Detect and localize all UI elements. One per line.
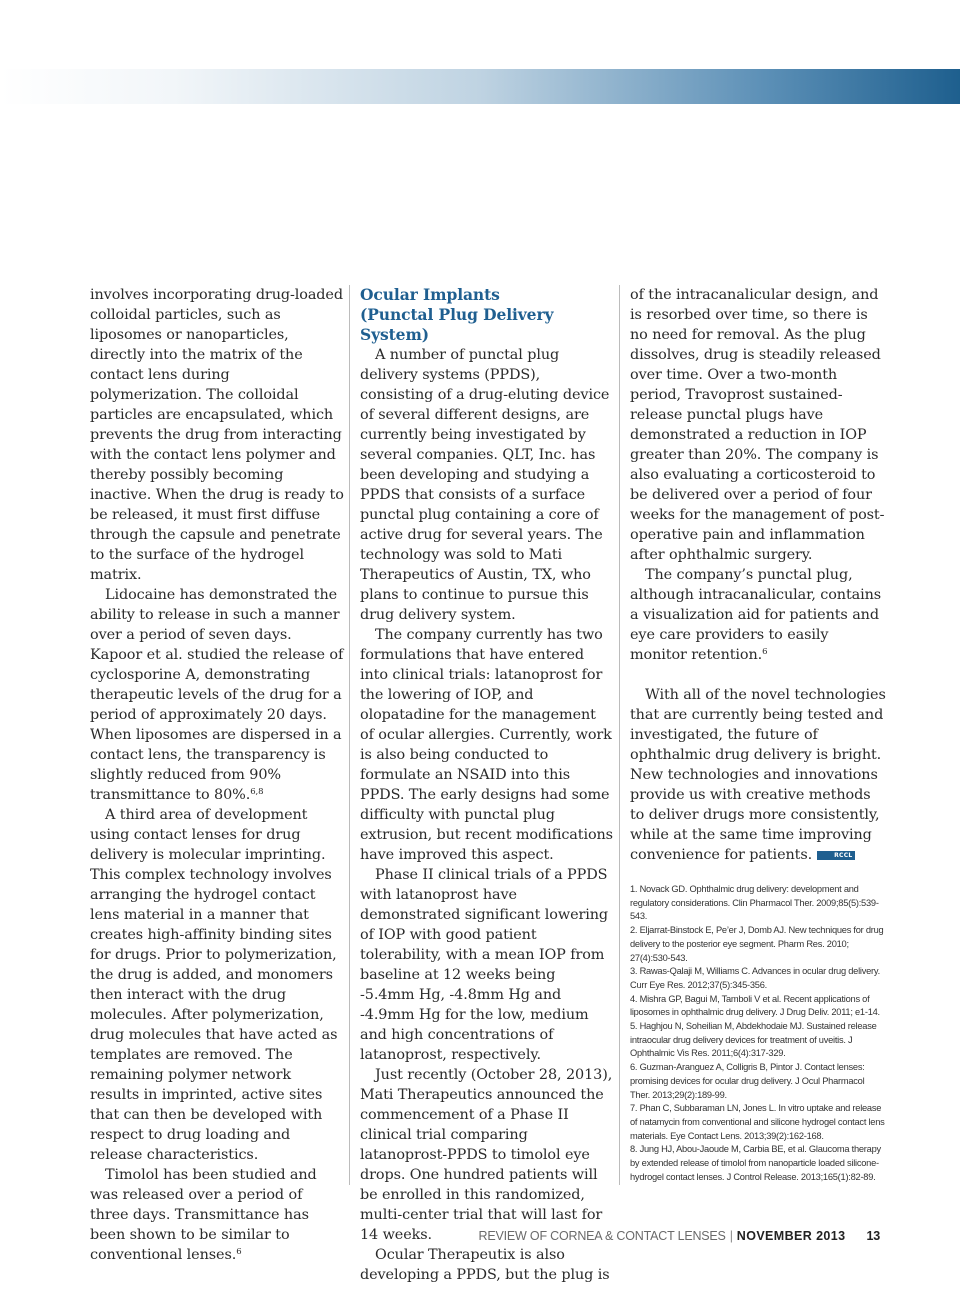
- citation-superscript: 6: [236, 1247, 242, 1257]
- column-2: [360, 285, 614, 1285]
- rccl-end-mark-icon: RCCL: [817, 851, 854, 860]
- publication-name: REVIEW OF CORNEA & CONTACT LENSES: [478, 1229, 726, 1243]
- col1-paragraph-3: A third area of development using contact lenses for drug delivery is molecular imprinting. This complex technology involves arranging the hydrogel contact lens material in a manner that creates high-affinity binding sites for drugs. Prior to polymerization, the drug is added, and monomers then interact with the drug molecules. After polymerization, drug molecules that have acted as templates are removed. The remaining polymer network results in imprinted, active sites that can then be developed with respect to drug loading and release characteristics.: [90, 807, 338, 1163]
- header-color-band: [0, 69, 960, 104]
- col1-paragraph-2: [90, 585, 344, 805]
- col1-paragraph-2-text: Lidocaine has demonstrated the ability to release in such a manner over a period of seven days. Kapoor et al. studied the release of cyclosporine A, demonstrating therapeutic levels of the drug for a period of approximately 20 days. When liposomes are dispersed in a contact lens, the transparency is slightly reduced from 90% transmittance to 80%.: [90, 587, 344, 803]
- paragraph-gap: [630, 665, 886, 685]
- col2-paragraph-2: The company currently has two formulations that have entered into clinical trials: latanoprost for the lowering of IOP, and olopatadine for the management of ocular allergies. Currently, work is also being conducted to formulate an NSAID into this PPDS. The early designs had some difficulty with punctal plug extrusion, but recent modifications have improved this aspect.: [360, 627, 613, 863]
- footer-separator: |: [729, 1229, 733, 1243]
- reference-item: 8. Jung HJ, Abou-Jaoude M, Carbia BE, et al. Glaucoma therapy by extended release of timolol from nanoparticle loaded silicone-hydrogel contact lenses. J Control Release. 2013;165(1):82-89.: [630, 1144, 881, 1182]
- reference-item: 2. Eljarrat-Binstock E, Pe’er J, Domb AJ. New techniques for drug delivery to the posterior eye segment. Pharm Res. 2010; 27(4):530-543.: [630, 925, 884, 963]
- section-heading-line-1: Ocular Implants: [360, 285, 500, 304]
- page-number: 13: [866, 1229, 880, 1243]
- column-3: [630, 285, 886, 1184]
- col2-paragraph-1: A number of punctal plug delivery systems (PPDS), consisting of a drug-eluting device of several different designs, are currently being investigated by several companies. QLT, Inc. has been developing and studying a PPDS that consists of a surface punctal plug containing a core of active drug for several years. The technology was sold to Mati Therapeutics of Austin, TX, who plans to continue to pursue this drug delivery system.: [360, 347, 610, 623]
- citation-superscript: 6,8: [250, 787, 264, 797]
- references-list: [630, 883, 886, 1184]
- col2-paragraph-4: Just recently (October 28, 2013), Mati Therapeutics announced the commencement of a Phase II clinical trial comparing latanoprost-PPDS to timolol eye drops. One hundred patients will be enrolled in this randomized, multi-center trial that will last for 14 weeks.: [360, 1067, 613, 1243]
- reference-item: 3. Rawas-Qalaji M, Williams C. Advances in ocular drug delivery. Curr Eye Res. 2012;37(5):345-356.: [630, 966, 880, 990]
- citation-superscript: 6: [762, 647, 768, 657]
- section-heading: [360, 285, 614, 345]
- column-divider: [349, 285, 350, 1185]
- reference-item: 5. Haghjou N, Soheilian M, Abdekhodaie MJ. Sustained release intraocular drug delivery devices for treatment of uveitis. J Ophthalmic Vis Res. 2011;6(4):317-329.: [630, 1021, 877, 1059]
- col2-paragraph-5: Ocular Therapeutix is also developing a PPDS, but the plug is: [360, 1247, 610, 1283]
- col3-paragraph-3: [630, 685, 886, 865]
- col2-paragraph-3: Phase II clinical trials of a PPDS with latanoprost have demonstrated significant lowering of IOP with good patient tolerability, with a mean IOP from baseline at 12 weeks being -5.4mm Hg, -4.8mm Hg and -4.9mm Hg for the low, medium and high concentrations of latanoprost, respectively.: [360, 867, 609, 1063]
- col3-paragraph-2: [630, 565, 886, 665]
- section-heading-line-2: (Punctal Plug Delivery System): [360, 305, 554, 344]
- reference-item: 6. Guzman-Aranguez A, Colligris B, Pintor J. Contact lenses: promising devices for ocular drug delivery. J Ocul Pharmacol Ther. 2013;29(2):189-99.: [630, 1062, 865, 1100]
- reference-item: 1. Novack GD. Ophthalmic drug delivery: development and regulatory considerations. Clin Pharmacol Ther. 2009;85(5):539-543.: [630, 884, 879, 922]
- reference-item: 7. Phan C, Subbaraman LN, Jones L. In vitro uptake and release of natamycin from conventional and silicone hydrogel contact lens materials. Eye Contact Lens. 2013;39(2):162-168.: [630, 1103, 885, 1141]
- col3-paragraph-1: of the intracanalicular design, and is resorbed over time, so there is no need for removal. As the plug dissolves, drug is steadily released over time. Over a two-month period, Travoprost sustained-release punctal plugs have demonstrated a reduction in IOP greater than 20%. The company is also evaluating a corticosteroid to be delivered over a period of four weeks for the management of post-operative pain and inflammation after ophthalmic surgery.: [630, 287, 885, 563]
- col1-paragraph-4: [90, 1165, 344, 1265]
- page-footer: [479, 1229, 880, 1243]
- col1-paragraph-4-text: Timolol has been studied and was released over a period of three days. Transmittance has been shown to be similar to conventional lenses.: [90, 1167, 317, 1263]
- col3-paragraph-3-text: With all of the novel technologies that are currently being tested and investigated, the future of ophthalmic drug delivery is bright. New technologies and innovations provide us with creative methods to deliver drugs more consistently, while at the same time improving convenience for patients.: [630, 687, 886, 863]
- reference-item: 4. Mishra GP, Bagui M, Tamboli V et al. Recent applications of liposomes in ophthalmic drug delivery. J Drug Deliv. 2011; e1-14.: [630, 993, 880, 1018]
- column-divider: [619, 285, 620, 1185]
- column-1: [90, 285, 344, 1265]
- col1-paragraph-1: involves incorporating drug-loaded colloidal particles, such as liposomes or nanoparticles, directly into the matrix of the contact lens during polymerization. The colloidal particles are encapsulated, which prevents the drug from interacting with the contact lens polymer and thereby possibly becoming inactive. When the drug is ready to be released, it must first diffuse through the capsule and penetrate to the surface of the hydrogel matrix.: [90, 287, 344, 583]
- issue-date: NOVEMBER 2013: [736, 1229, 846, 1243]
- col3-paragraph-2-text: The company’s punctal plug, although intracanalicular, contains a visualization aid for patients and eye care providers to easily monitor retention.: [630, 567, 882, 663]
